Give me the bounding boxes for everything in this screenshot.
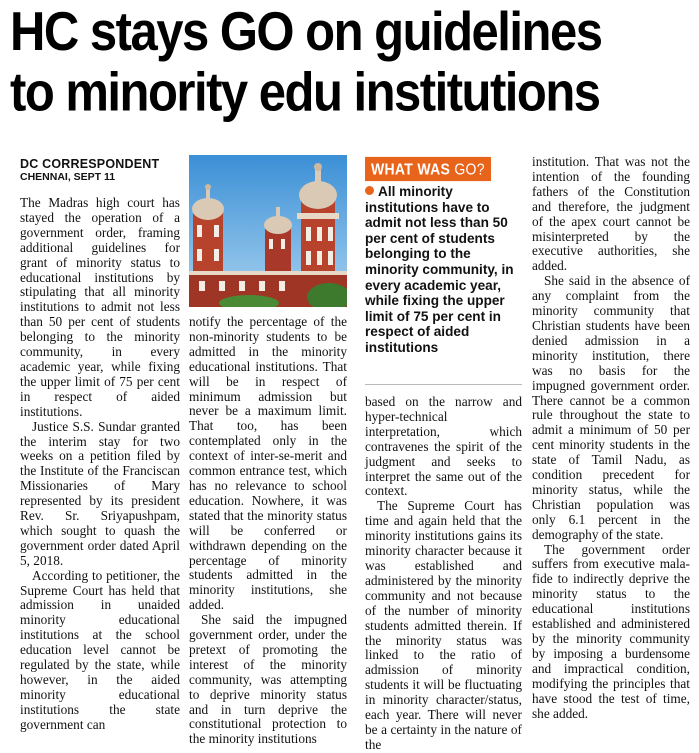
paragraph: She said the impugned government order, under the pretext of promoting the interest of the minority community, was attempting to deprive minority status and in turn deprive the constitutional protection to the minority institutions xyxy=(189,612,347,747)
paragraph: The government order suffers from executive mala-fide to indirectly deprive the minority status to the educational institutions established and administered by the minority community by imposing a burdensome and impractical condition, modifying the principles that have stood the test of time, she added. xyxy=(532,541,690,721)
paragraph: institution. That was not the intention of the founding fathers of the Constitution and therefore, the judgment of the apex court cannot be misinterpreted by the executive authorities, she added. xyxy=(532,154,690,274)
paragraph: Justice S.S. Sundar granted the interim stay for two weeks on a petition filed by the Institute of the Franciscan Missionaries of Mary represented by its president Rev. Sr. Sriyapushpam, which sought to quash the government order dated April 5, 2018. xyxy=(20,418,180,568)
what-was-go-label-bold: WHAT WAS xyxy=(371,160,455,178)
what-was-go-text xyxy=(365,184,522,356)
article-column-3 xyxy=(365,395,522,753)
divider xyxy=(365,384,522,385)
paragraph: According to petitioner, the Supreme Court has held that admission in unaided minority educational institutions at the school education level cannot be regulated by the state, while however, in the aided minority educational institutions the state government can xyxy=(20,567,180,732)
article-column-4 xyxy=(532,155,690,721)
what-was-go-label xyxy=(365,157,491,181)
byline-place-date: CHENNAI, SEPT 11 xyxy=(20,171,116,183)
headline xyxy=(10,2,690,123)
paragraph: The Madras high court has stayed the operation of a government order, framing additional guidelines for grant of minority status to educational institutions by stipulating that all minority institutions to admit not less than 50 per cent of students belonging to the minority community, in every academic year, while fixing the upper limit of 75 per cent in respect of aided institutions. xyxy=(20,195,180,419)
paragraph: based on the narrow and hyper-technical interpretation, which contravenes the spirit of the judgment and seeks to interpret the same out of the context. xyxy=(365,394,522,499)
what-was-go-box xyxy=(365,158,522,356)
headline-line-2: to minority edu institutions xyxy=(10,62,600,123)
headline-line-1: HC stays GO on guidelines xyxy=(10,2,602,63)
paragraph: The Supreme Court has time and again held that the minority institutions gains its minority character because it was established and administered by the minority community and not because of the number of minority students admitted therein. If the minority status was linked to the ratio of admission of minority students it will be fluctuating in minority character/status, each year. There will never be a certainty in the nature of the xyxy=(365,498,522,752)
paragraph: notify the percentage of the non-minority students to be admitted in the minority educational institutions. That will be in respect of minimum admission but never be a maximum limit. That too, has been contemplated only in the context of inter-se-merit and common entrance test, which has no relevance to school education. Nowhere, it was stated that the minority status will be conferred or withdrawn depending on the percentage of minority students admitted in the minority institutions, she added. xyxy=(189,314,347,613)
high-court-building-image xyxy=(189,155,347,307)
high-court-photo xyxy=(189,155,347,307)
byline xyxy=(20,157,180,184)
paragraph: She said in the absence of any complaint from the minority community that Christian students have been denied admission in a minority institution, there was no basis for the impugned government order. There cannot be a common rule throughout the state to admit a minimum of 50 per cent minority students in the state of Tamil Nadu, as condition precedent for minority status, while the Christian population was only 6.1 percent in the demography of the state. xyxy=(532,273,690,542)
article-column-1 xyxy=(20,196,180,733)
what-was-go-summary: All minority institutions have to admit not less than 50 per cent of students belonging to the minority community, in every academic year, while fixing the upper limit of 75 per cent in respect of aided institutions xyxy=(365,184,514,355)
orange-bullet-icon xyxy=(365,186,374,195)
byline-name: DC CORRESPONDENT xyxy=(20,157,160,171)
article-column-2 xyxy=(189,315,347,747)
what-was-go-label-thin: GO? xyxy=(454,160,485,178)
